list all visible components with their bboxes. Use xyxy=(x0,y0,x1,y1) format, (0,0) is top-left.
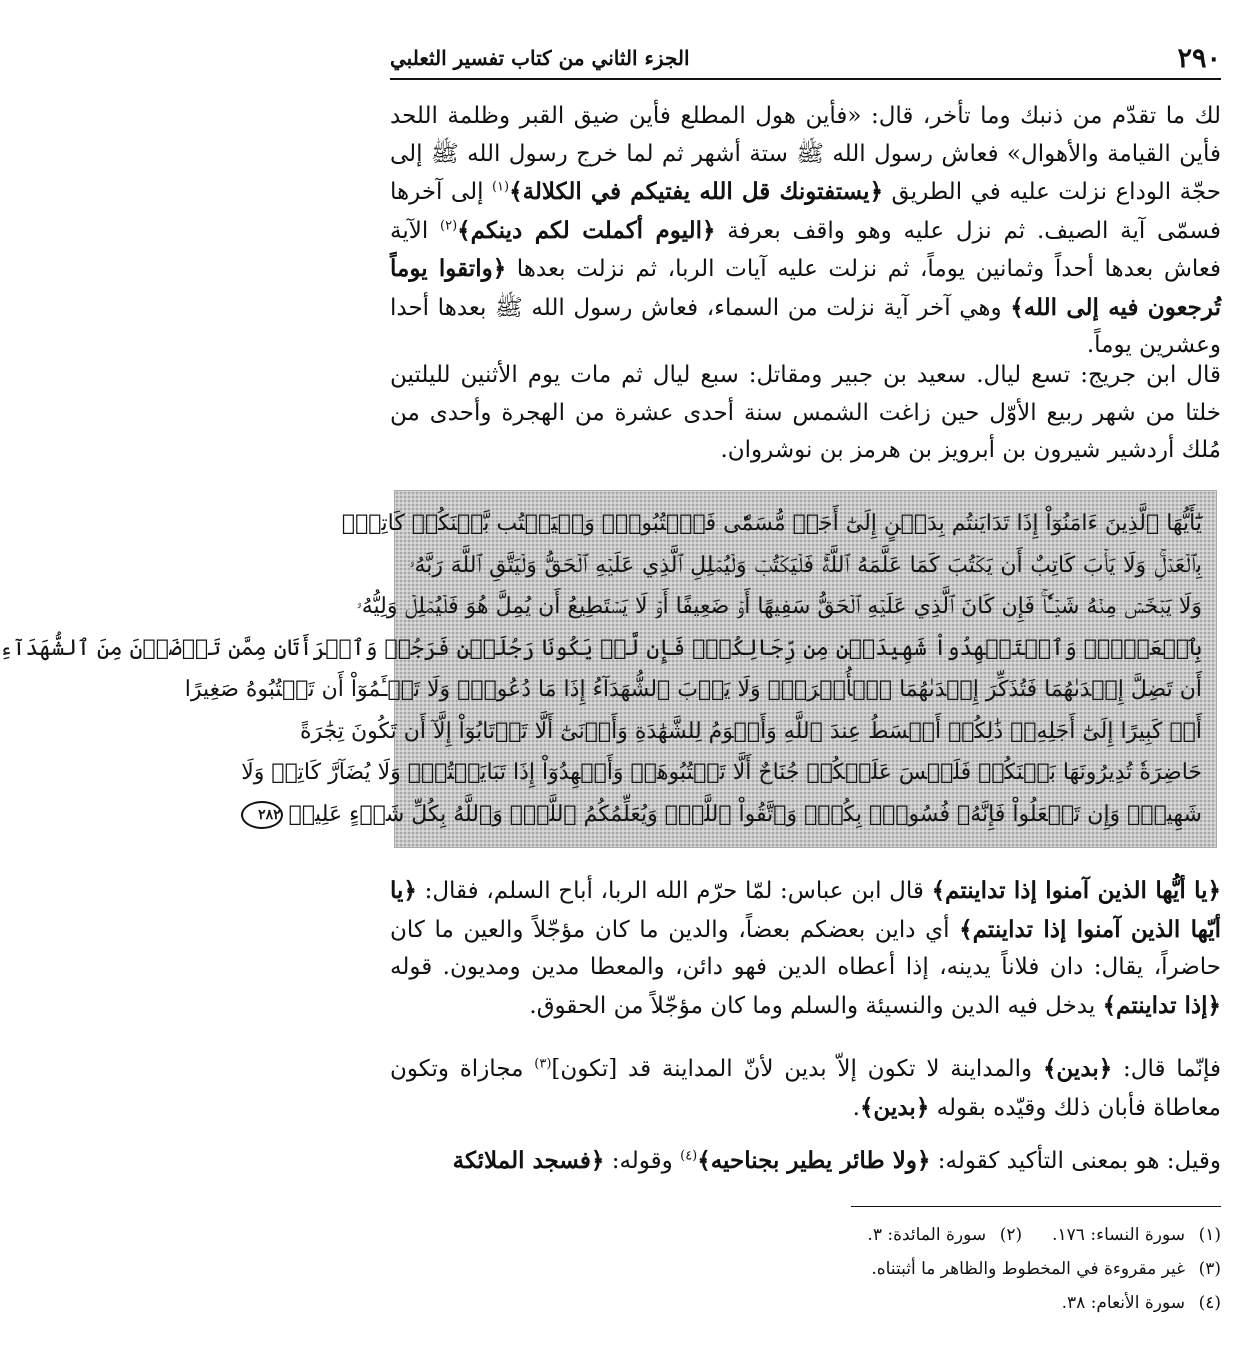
text: والمداينة لا تكون إلاّ بدين لأنّ المداينة قد [تكون] xyxy=(551,1056,1043,1082)
footnote-row xyxy=(390,1218,1221,1252)
footnote-row xyxy=(390,1252,1221,1286)
quran-quote: ﴿ولا طائر يطير بجناحيه﴾ xyxy=(697,1147,931,1174)
paragraph-4 xyxy=(390,1050,1221,1127)
quran-quote: ﴿اليوم أكملت لكم دينكم﴾ xyxy=(457,216,716,244)
footnote-text: سورة النساء: ١٧٦. xyxy=(1052,1225,1185,1245)
footnote-text: سورة المائدة: ٣. xyxy=(867,1225,987,1245)
footnote-separator xyxy=(851,1206,1221,1207)
paragraph-2 xyxy=(390,357,1221,470)
quran-line: بِٱلۡعَدۡلِۚ وَٱسۡتَشۡهِدُواْ شَهِيدَيۡنِ مِن رِّجَالِكُمۡۖ فَإِن لَّمۡ يَكُونَا رَجُلَيۡنِ فَرَجُلٞ وَٱمۡرَأَتَانِ مِمَّن تَرۡضَوۡنَ مِنَ ٱلشُّهَدَآءِ xyxy=(0,635,1202,661)
paragraph-5 xyxy=(390,1142,1221,1181)
text: وقيل: هو بمعنى التأكيد كقوله: xyxy=(930,1148,1221,1174)
quran-quote: ﴿واتقوا يوماً تُرجعون فيه إلى الله﴾ xyxy=(390,255,1221,321)
text: وقوله: xyxy=(604,1148,681,1174)
footnote-ref: (٤) xyxy=(680,1148,698,1164)
footnote-number: (٣) xyxy=(1198,1259,1221,1279)
quran-quote: ﴿فسجد الملائكة xyxy=(452,1147,605,1174)
text: قال ابن جريج: تسع ليال. سعيد بن جبير ومقاتل: سبع ليال ثم مات يوم الأثنين لليلتين خلتا من شهر ربيع الأوّل حين زاغت الشمس سنة أحدى عشرة من الهجرة وأحدى من مُلك أردشير شيرون بن أبرويز بن هرمز بن نوشروان. xyxy=(390,362,1221,463)
quran-quote: ﴿بدين﴾ xyxy=(859,1093,930,1121)
quran-quote: ﴿يا أيّها الذين آمنوا إذا تداينتم﴾ xyxy=(390,877,1222,943)
paragraph-3 xyxy=(390,872,1221,1025)
footnote-number: (٢) xyxy=(999,1225,1023,1245)
text: قال ابن عباس: لمّا حرّم الله الربا، أباح السلم، فقال: xyxy=(416,878,932,904)
text: . xyxy=(852,1094,860,1121)
footnote-1 xyxy=(1052,1218,1221,1252)
quran-verse-box xyxy=(0,490,1217,848)
footnotes xyxy=(390,1218,1221,1320)
footnote-number: (١) xyxy=(1198,1225,1221,1245)
verse-number-marker: ٢٨٢ xyxy=(241,801,283,829)
running-title: الجزء الثاني من كتاب تفسير الثعلبي xyxy=(390,46,690,70)
footnote-text: غير مقروءة في المخطوط والظاهر ما أثبتناه. xyxy=(871,1259,1185,1279)
footnote-2 xyxy=(867,1218,1022,1252)
footnote-ref: (١) xyxy=(491,179,510,195)
footnote-number: (٤) xyxy=(1198,1293,1221,1313)
text: يدخل فيه الدين والنسيئة والسلم وما كان مؤجّلاً من الحقوق. xyxy=(529,992,1103,1019)
quran-line: أَن تَضِلَّ إِحۡدَىٰهُمَا فَتُذَكِّرَ إِحۡدَىٰهُمَا ٱلۡأُخۡرَىٰۚ وَلَا يَأۡبَ ٱلشُّهَدَآءُ إِذَا مَا دُعُواْۚ وَلَا تَسۡـَٔمُوٓاْ أَن تَكۡتُبُوهُ صَغِيرًا xyxy=(184,677,1202,702)
text: إلى آخرها فسمّى آية الصيف. ثم نزل عليه وهو واقف بعرفة xyxy=(390,179,1221,244)
text: الآية فعاش بعدها أحداً وثمانين يوماً، ثم نزلت عليه آيات الربا، ثم نزلت بعدها xyxy=(390,217,1221,282)
page-header xyxy=(390,38,1221,80)
footnote-text: سورة الأنعام: ٣٨. xyxy=(1061,1293,1185,1313)
text: مجازاة وتكون معاطاة فأبان ذلك وقيّده بقوله xyxy=(390,1056,1221,1121)
footnote-4 xyxy=(1062,1286,1221,1320)
footnote-ref: (٢) xyxy=(440,217,458,233)
page-number: ٢٩٠ xyxy=(1177,42,1221,74)
quran-line-last xyxy=(258,794,1202,836)
quran-line: حَاضِرَةٗ تُدِيرُونَهَا بَيۡنَكُمۡ فَلَيۡسَ عَلَيۡكُمۡ جُنَاحٌ أَلَّا تَكۡتُبُوهَاۗ وَأَشۡهِدُوٓاْ إِذَا تَبَايَعۡتُمۡۚ وَلَا يُضَآرَّ كَاتِبٞ وَلَا xyxy=(241,760,1202,785)
footnote-ref: (٣) xyxy=(534,1056,552,1072)
quran-quote: ﴿يا أيُّها الذين آمنوا إذا تداينتم﴾ xyxy=(931,877,1221,904)
quran-line: بِٱلۡعَدۡلِۚ وَلَا يَأۡبَ كَاتِبٌ أَن يَكۡتُبَ كَمَا عَلَّمَهُ ٱللَّهُۚ فَلۡيَكۡتُبۡ وَلۡيُمۡلِلِ ٱلَّذِي عَلَيۡهِ ٱلۡحَقُّ وَلۡيَتَّقِ ٱللَّهَ رَبَّهُۥ xyxy=(409,552,1202,578)
quran-line: أَوۡ كَبِيرًا إِلَىٰٓ أَجَلِهِۦۚ ذَٰلِكُمۡ أَقۡسَطُ عِندَ ٱللَّهِ وَأَقۡوَمُ لِلشَّهَٰدَةِ وَأَدۡنَىٰٓ أَلَّا تَرۡتَابُوٓاْ إِلَّآ أَن تَكُونَ تِجَٰرَةً xyxy=(299,718,1202,744)
paragraph-1 xyxy=(390,98,1221,365)
text: فإنّما قال: xyxy=(1112,1056,1222,1082)
text: وهي آخر آية نزلت من السماء، فعاش رسول الله ﷺ بعدها أحدا وعشرين يوماً. xyxy=(390,294,1221,358)
text: لك ما تقدّم من ذنبك وما تأخر، قال: «فأين هول المطلع فأين ضيق القبر وظلمة اللحد فأين القيامة والأهوال» فعاش رسول الله ﷺ ستة أشهر ثم لما خرج رسول الله ﷺ إلى حجّة الوداع نزلت عليه في الطريق xyxy=(390,103,1221,205)
text: أي داين بعضكم بعضاً، والدين ما كان مؤجّلاً والعين ما كان حاضراً، يقال: دان فلاناً يدينه، إذا أعطاه الدين فهو دائن، والمعطا مدين ومديون. قوله xyxy=(390,916,1221,980)
quran-quote: ﴿يستفتونك قل الله يفتيكم في الكلالة﴾ xyxy=(509,178,884,205)
quran-line-text: شَهِيدٞۚ وَإِن تَفۡعَلُواْ فَإِنَّهُۥ فُسُوقُۢ بِكُمۡۗ وَٱتَّقُواْ ٱللَّهَۖ وَيُعَلِّمُكُمُ ٱللَّهُۗ وَٱللَّهُ بِكُلِّ شَيۡءٍ عَلِيمٞ xyxy=(288,801,1202,827)
quran-quote: ﴿بدين﴾ xyxy=(1042,1055,1113,1082)
footnote-3 xyxy=(871,1252,1221,1286)
quran-line: وَلَا يَبۡخَسۡ مِنۡهُ شَيۡـٔٗاۚ فَإِن كَانَ ٱلَّذِي عَلَيۡهِ ٱلۡحَقُّ سَفِيهًا أَوۡ ضَعِيفًا أَوۡ لَا يَسۡتَطِيعُ أَن يُمِلَّ هُوَ فَلۡيُمۡلِلۡ وَلِيُّهُۥ xyxy=(356,594,1202,619)
footnote-row xyxy=(390,1286,1221,1320)
quran-quote: ﴿إذا تداينتم﴾ xyxy=(1102,991,1221,1019)
quran-line: يَٰٓأَيُّهَا ٱلَّذِينَ ءَامَنُوٓاْ إِذَا تَدَايَنتُم بِدَيۡنٍ إِلَىٰٓ أَجَلٖ مُّسَمّٗى فَٱكۡتُبُوهُۚ وَلۡيَكۡتُب بَّيۡنَكُمۡ كَاتِبُۢ xyxy=(341,511,1202,536)
